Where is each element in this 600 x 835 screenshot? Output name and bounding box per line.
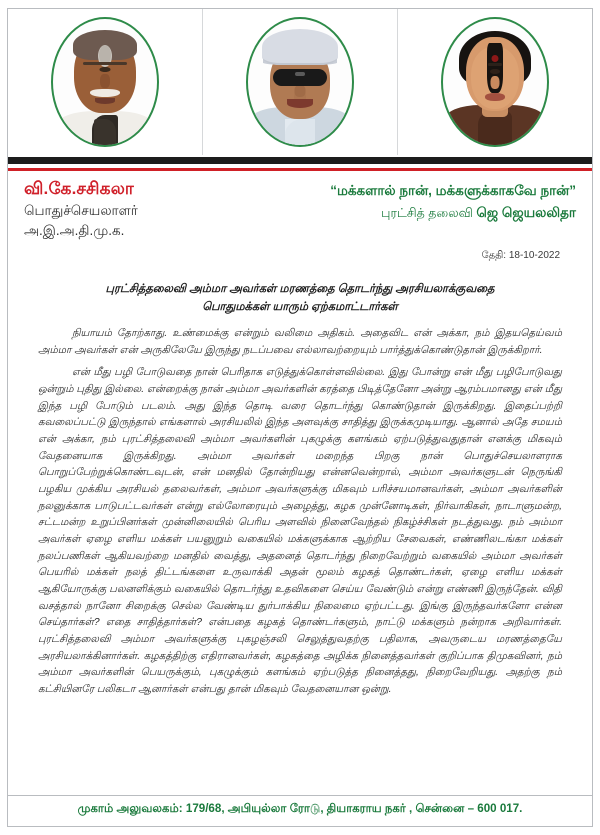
footer-address: முகாம் அலுவலகம்: 179/68, அபியுல்லா ரோடு, தியாகராய நகர் , சென்னை – 600 017. — [77, 802, 523, 815]
masthead-portraits — [8, 9, 592, 155]
body-paragraph-1: நியாயம் தோற்காது. உண்மைக்கு என்றும் வலிமை அதிகம். அதைவிட என் அக்கா, நம் இதயதெய்வம் அம்மா அவர்கள் என் அருகிலேயே இருந்து நடப்பவை எல்லாவற்றையும் பார்த்துக்கொண்டுதான் இருக்கிறார். — [38, 328, 562, 356]
quote-block — [330, 178, 576, 224]
portrait-jayalalithaa — [441, 17, 549, 147]
sender-role: பொதுச்செயலாளர் — [24, 202, 138, 218]
sender-block — [24, 178, 138, 241]
body-paragraph-2: என் மீது பழி போடுவதை நான் பெரிதாக எடுத்துக்கொள்ளவில்லை. இது போன்று என் மீது பழிபோடுவது ஒன்றும் புதிது இல்லை. என்றைக்கு நான் அம்மா அவர்களின் கரத்தை பிடித்தேனோ அன்று ஆரம்பமானது என் மீது இந்த பழி போடும் படலம். அது இந்த தொடி வரை தொடர்ந்து கொண்டுதான் இருக்கிறது. இதைப்பற்றி கவலைப்பட்டு இருந்தால் எங்களால் அரசியலில் இந்த அளவுக்கு சாதித்து இருக்கமுடியாது. ஆனால் அதே சமயம் என் அக்கா, நம் புரட்சித்தலைவி அம்மா அவர்களின் புகழுக்கு களங்கம் ஏற்படுத்துவதுதான் எனக்கு மிகவும் வேதனையாக இருக்கிறது. அம்மா அவர்கள் மறைந்த பிறகு நான் பொதுச்செயலாளராக பொறுப்பேற்றுக்கொண்டவுடன், என் மனதில் தோன்றியது என்னவென்றால், அம்மா அவர்களுடன் நெருங்கி பழகிய முக்கிய அரசியல் தலைவர்கள், அம்மா அவர்களுக்கு மிகவும் பரிச்சயமானவர்கள், அம்மா அவர்களின் நலனுக்காக பாடுபட்டவர்கள் என்று எல்லோரையும் அழைத்து, கழக முன்னோடிகள், நிர்வாகிகள், நாடாளுமன்ற, சட்டமன்ற உறுப்பினர்கள் முன்னிலையில் பெரிய அளவில் நினைவேந்தல் நிகழ்ச்சிகள் நடத்துவது. நம் அம்மா அவர்கள் ஏழை எளிய மக்கள் பயனுறும் வகையில் மக்களுக்காக ஆற்றிய சேவைகள், எண்ணிலடங்கா மக்கள் நலப்பணிகள் ஆகியவற்றை மனதில் வைத்து, அதனைத் தொடர்ந்து நிறைவேற்றும் வகையில் அம்மா அவர்கள் பெயரில் மக்கள் நலத் திட்டங்களை உருவாக்கி அதன் மூலம் கழகத் தொண்டர்கள், ஏழை எளிய மக்கள் ஆகியோருக்கு பலனளிக்கும் வகையில் தொடர்ந்து உதவிகளை செய்ய வேண்டும் என்று எண்ணி இருந்தேன். விதி வசத்தால் நானோ சிறைக்கு செல்ல வேண்டிய துர்பாக்கிய நிலைமை ஏற்பட்டது. இங்கு இருந்தவர்களோ என்ன செய்தார்கள்? எதை சாதித்தார்கள்? என்பதை கழகத் தொண்டர்களும், நாட்டு மக்களும் நன்றாக அறிவார்கள். புரட்சித்தலைவி அம்மா அவர்களுக்கு புகழஞ்சலி செலுத்துவதற்கு பதிலாக, அவருடைய மரணத்தையே அரசியலாக்கினார்கள். கழகத்திற்கு எதிரானவர்கள், கழகத்தை அழிக்க நினைத்தவர்கள் குறிப்பாக திமுகவினர், நம் அம்மா அவர்களின் பெயருக்கும், புகழுக்கும் களங்கம் ஏற்படுத்த நினைத்தது, நிறைவேறியது. அதற்கு நம் கட்சியினரே பலிகடா ஆனார்கள் என்பது தான் மிகவும் வேதனையான ஒன்று. — [38, 367, 562, 696]
quote-attrib-name: ஜெ ஜெயலலிதா — [476, 204, 576, 220]
quote-text: “மக்களால் நான், மக்களுக்காகவே நான்” — [330, 183, 576, 198]
sender-party: அ.இ.அ.தி.மு.க. — [24, 223, 125, 239]
masthead-red-rule — [8, 168, 592, 171]
footer-divider — [8, 795, 592, 796]
letterhead-block — [8, 178, 592, 241]
masthead-black-rule — [8, 157, 592, 164]
page-title — [52, 281, 548, 316]
portrait-cell-2 — [202, 9, 397, 155]
portrait-mgr — [246, 17, 354, 147]
page-title-line1: புரட்சித்தலைவி அம்மா அவர்கள் மரணத்தை தொடர்ந்து அரசியலாக்குவதை — [105, 283, 495, 295]
body-text — [38, 326, 562, 705]
portrait-cell-1 — [8, 9, 202, 155]
page-title-line2: பொதுமக்கள் யாரும் ஏற்கமாட்டார்கள் — [202, 300, 398, 313]
quote-attrib-prefix: புரட்சித் தலைவி — [381, 205, 477, 220]
quote-attribution — [330, 202, 576, 224]
sender-name: வி.கே.சசிகலா — [24, 179, 134, 198]
portrait-cell-3 — [397, 9, 592, 155]
portrait-mgr-mentor — [51, 17, 159, 147]
date-label: தேதி: 18-10-2022 — [481, 250, 560, 261]
